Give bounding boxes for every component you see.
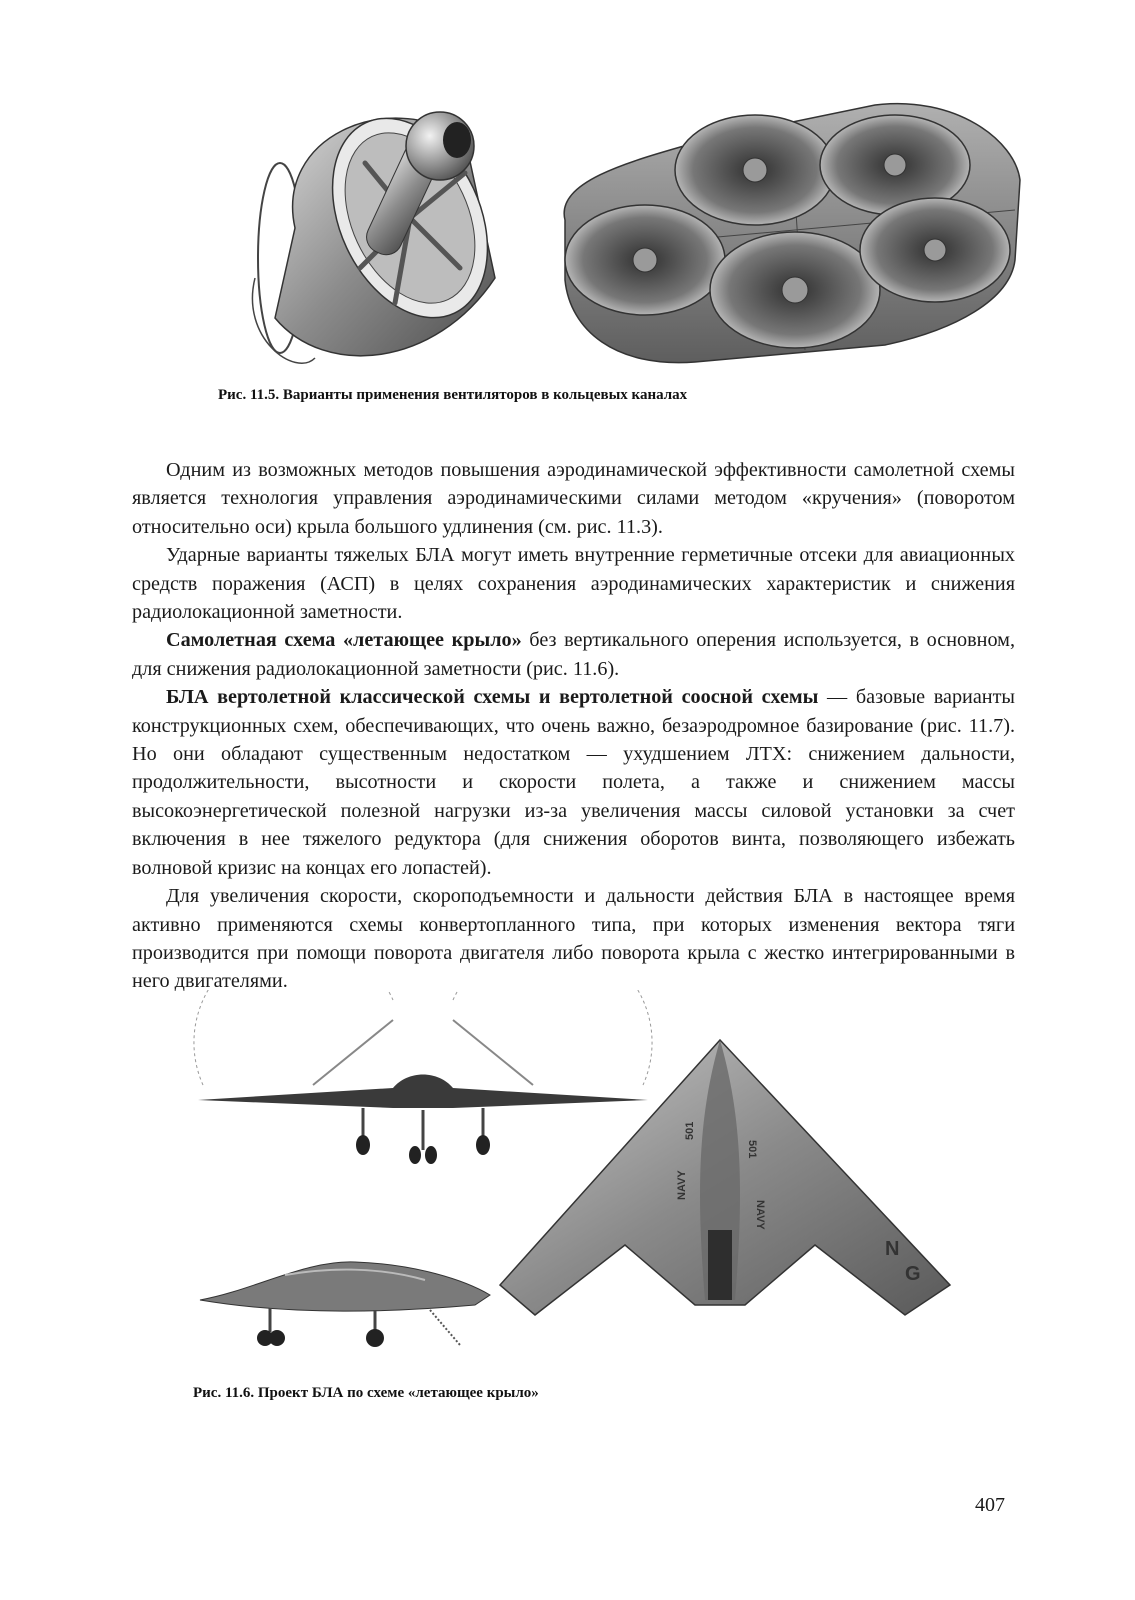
paragraph-2: Ударные варианты тяжелых БЛА могут иметь внутренние герметичные отсеки для авиационных средств поражения (АСП) в целях сохранения аэродинамических характеристик и снижения радиолокационной заметности.	[132, 544, 1015, 624]
ducted-fan-engine-icon	[235, 78, 525, 378]
paragraph-5: Для увеличения скорости, скороподъемности и дальности действия БЛА в настоящее время активно применяются схемы конвертопланного типа, при которых изменения вектора тяги производится при помощи поворота двигателя либо поворота крыла с жестко интегрированными в него двигателями.	[132, 885, 1015, 993]
wing-marking-letter-n: N	[885, 1238, 900, 1260]
flying-wing-top-view-icon	[495, 1030, 955, 1330]
figure-11-6-caption: Рис. 11.6. Проект БЛА по схеме «летающее крыло»	[193, 1385, 539, 1401]
body-text	[132, 456, 1015, 996]
wing-marking-501-left: 501	[684, 1121, 696, 1140]
wing-marking-navy-right: NAVY	[754, 1200, 766, 1230]
flying-wing-side-view-icon	[195, 1250, 495, 1360]
wing-marking-501-right: 501	[746, 1140, 758, 1159]
quad-ducted-fan-platform-icon	[555, 100, 1025, 365]
paragraph-3-term: Самолетная схема «летающее крыло»	[166, 629, 522, 652]
paragraph-1: Одним из возможных методов повышения аэродинамической эффективности самолетной схемы является технология управления аэродинамическими силами методом «кручения» (поворотом относительно оси) крыла большого удлинения (см. рис. 11.3).	[132, 459, 1015, 538]
figure-11-5-caption: Рис. 11.5. Варианты применения вентиляторов в кольцевых каналах	[218, 387, 688, 403]
wing-marking-navy-left: NAVY	[676, 1170, 688, 1200]
paragraph-4-term: БЛА вертолетной классической схемы и вертолетной соосной схемы	[166, 686, 819, 709]
wing-marking-letter-g: G	[905, 1263, 921, 1285]
paragraph-3: Самолетная схема «летающее крыло» без вертикального оперения используется, в основном, для снижения радиолокационной заметности (рис. 11.6).	[132, 629, 1015, 680]
page-number: 407	[975, 1494, 1005, 1516]
paragraph-4: БЛА вертолетной классической схемы и вертолетной соосной схемы — базовые варианты конструкционных схем, обеспечивающих, что очень важно, безаэродромное базирование (рис. 11.7). Но они обладают существенным недостатком — ухудшением ЛТХ: снижением дальности, продолжительности, высотности и скорости полета, а также и снижением массы высокоэнергетической полезной нагрузки из-за увеличения массы силовой установки за счет включения в нее тяжелого редуктора (для снижения оборотов винта, позволяющего избежать волновой кризис на концах его лопастей).	[132, 686, 1015, 879]
